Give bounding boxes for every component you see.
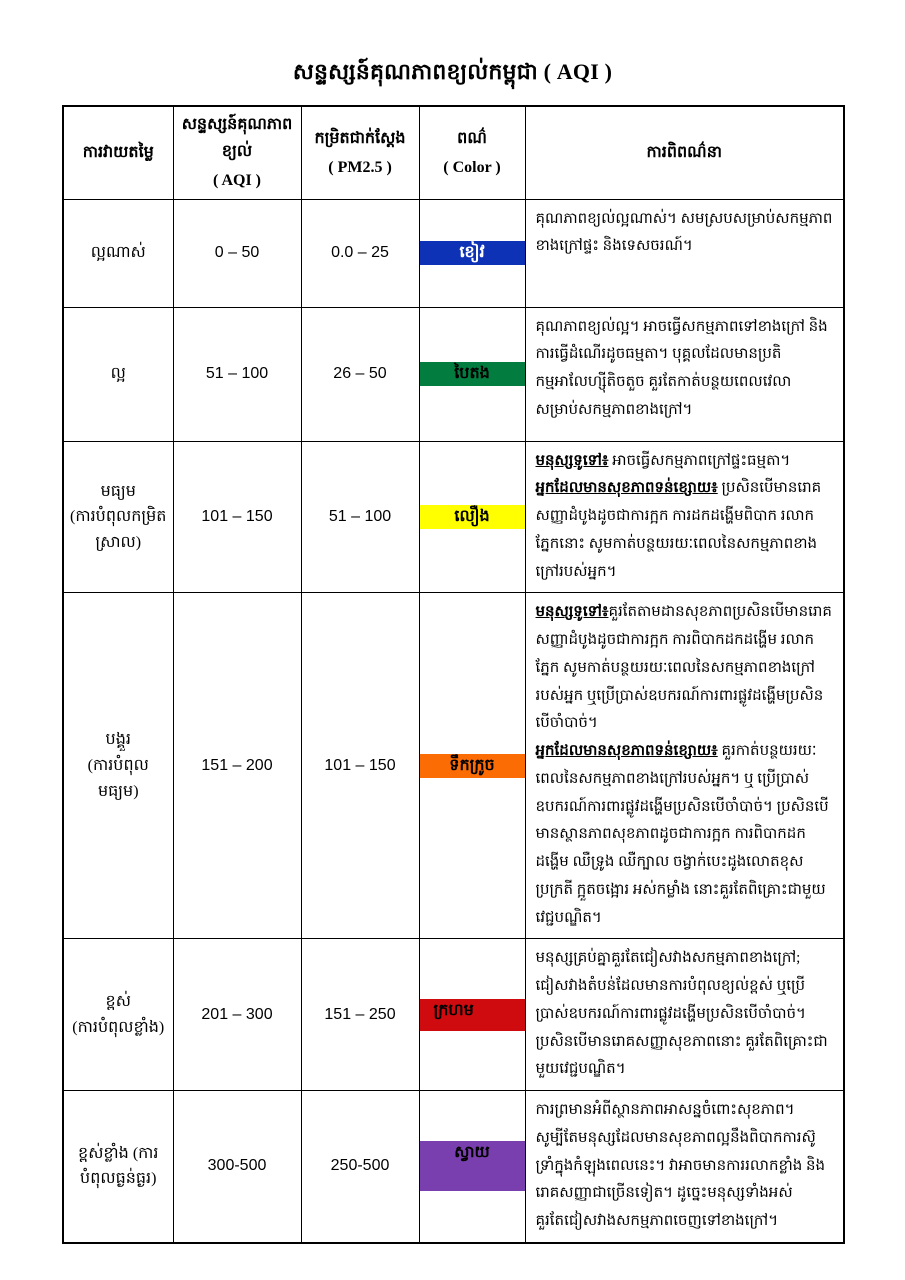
- header-description-label: ការពិពណ៌នា: [646, 144, 722, 162]
- assessment-cell: [63, 199, 173, 307]
- assessment-label: ល្អណាស់: [90, 244, 146, 262]
- page-title: សន្ទស្សន៍គុណភាពខ្យល់កម្ពុជា ( AQI ): [292, 59, 613, 84]
- description-lead: អ្នកដែលមានសុខភាពទន់ខ្សោយ៖: [535, 480, 718, 497]
- description-paragraph: [536, 599, 834, 738]
- color-label: បៃតង: [454, 365, 490, 383]
- color-cell-green: [419, 307, 525, 441]
- header-description: [525, 106, 844, 199]
- color-cell-purple: [419, 1091, 525, 1243]
- header-pm25: [301, 106, 419, 199]
- aqi-range-cell: 201 – 300: [173, 939, 301, 1091]
- table-row-very-high: [63, 1091, 844, 1243]
- description-lead: មនុស្សទូទៅ៖: [535, 452, 609, 469]
- color-label: ទឹកក្រូច: [449, 756, 495, 774]
- color-label: លឿង: [454, 507, 490, 525]
- description-text: ការព្រមានអំពីស្ថានភាពអាសន្នចំពោះសុខភាព។ សូម្បីតែមនុស្សដែលមានសុខភាពល្អនឹងពិបាកការស៊ូទ្រាំក្នុងកំឡុងពេលនេះ។ វាអាចមានការរលាកខ្លាំង និងរោគសញ្ញាជាច្រើនទៀត។ ដូច្នេះមនុស្សទាំងអស់គួរតែជៀសវាងសកម្មភាពចេញទៅខាងក្រៅ។: [535, 1102, 826, 1230]
- description-paragraph: [536, 945, 834, 1084]
- header-pm25-unit: ( PM2.5 ): [328, 158, 392, 176]
- description-text: គួរតែតាមដានសុខភាពប្រសិនបើមានរោគសញ្ញាដំបូងដូចជាការក្អក ការពិបាកដកដង្ហើម រលាកភ្នែក សូមកាត់បន្ថយរយៈពេលនៃសកម្មភាពខាងក្រៅរបស់អ្នក ឬប្រើប្រាស់ឧបករណ៍ការពារផ្លូវដង្ហើមប្រសិន បើចាំបាច់។: [535, 604, 832, 732]
- description-lead: អ្នកដែលមានសុខភាពទន់ខ្សោយ៖: [535, 743, 718, 760]
- aqi-range-cell: 51 – 100: [173, 307, 301, 441]
- assessment-label: បង្គួរ: [105, 731, 131, 749]
- aqi-table: [62, 105, 845, 1244]
- header-aqi-unit: ( AQI ): [213, 172, 261, 190]
- assessment-sublabel: (ការបំពុលខ្លាំង): [72, 1018, 165, 1036]
- table-row-very-good: [63, 199, 844, 307]
- assessment-cell: [63, 939, 173, 1091]
- description-text: គួរកាត់បន្ថយរយៈពេលនៃសកម្មភាពខាងក្រៅរបស់អ្នក។ ឬ ប្រើប្រាស់ឧបករណ៍ការពារផ្លូវដង្ហើមប្រសិនបើចាំបាច់។ ប្រសិនបើមានស្ថានភាពសុខភាពដូចជាការក្អក ការពិបាកដកដង្ហើម ឈឺទ្រូង ឈឺក្បាល ចង្វាក់បេះដូងលោតខុសប្រក្រតី ក្អួតចង្អោរ អស់កម្លាំង នោះគួរតែពិគ្រោះជាមួយវេជ្ជបណ្ឌិត។: [535, 743, 829, 926]
- description-cell: [525, 441, 844, 593]
- description-cell: [525, 199, 844, 307]
- description-paragraph: [536, 475, 834, 586]
- aqi-range-cell: 0 – 50: [173, 199, 301, 307]
- color-swatch: [420, 241, 525, 265]
- description-paragraph: [536, 738, 834, 932]
- color-swatch: [420, 1141, 525, 1191]
- header-color-unit: ( Color ): [443, 158, 501, 176]
- pm25-range-cell: 0.0 – 25: [301, 199, 419, 307]
- header-row: [63, 106, 844, 199]
- description-cell: [525, 1091, 844, 1243]
- description-text: គុណភាពខ្យល់ល្អណាស់។ សមស្របសម្រាប់សកម្មភាពខាងក្រៅផ្ទះ និងទេសចរណ៍។: [535, 210, 833, 255]
- color-swatch: [420, 754, 525, 778]
- color-cell-orange: [419, 593, 525, 939]
- color-label: ក្រហម: [433, 1001, 474, 1019]
- assessment-cell: [63, 441, 173, 593]
- pm25-range-cell: 101 – 150: [301, 593, 419, 939]
- pm25-range-cell: 51 – 100: [301, 441, 419, 593]
- assessment-label: ខ្ពស់: [105, 993, 131, 1011]
- description-cell: [525, 307, 844, 441]
- table-row-good: [63, 307, 844, 441]
- description-paragraph: [536, 206, 834, 262]
- header-color-label: ពណ៌: [457, 129, 487, 147]
- aqi-range-cell: 101 – 150: [173, 441, 301, 593]
- assessment-sublabel: (ការបំពុលមធ្យម): [87, 757, 149, 800]
- color-label: ខៀវ: [459, 244, 485, 262]
- assessment-label: មធ្យម: [100, 482, 136, 500]
- header-assessment-label: ការវាយតម្លៃ: [82, 144, 154, 162]
- description-lead: មនុស្សទូទៅ៖: [535, 604, 609, 621]
- description-cell: [525, 939, 844, 1091]
- description-text: មនុស្សគ្រប់គ្នាគួរតែជៀសវាងសកម្មភាពខាងក្រៅ; ជៀសវាងតំបន់ដែលមានការបំពុលខ្យល់ខ្ពស់ ឬប្រើប្រាស់ឧបករណ៍ការពារផ្លូវដង្ហើមប្រសិនបើចាំបាច់។ ប្រសិនបើមានរោគសញ្ញាសុខភាពនោះ គួរតែពិគ្រោះជាមួយវេជ្ជបណ្ឌិត។: [535, 950, 828, 1078]
- table-row-moderate: [63, 441, 844, 593]
- description-cell: [525, 593, 844, 939]
- description-text: ប្រសិនបើមានរោគសញ្ញាដំបូងដូចជាការក្អក ការដកដង្ហើមពិបាក រលាកភ្នែកនោះ សូមកាត់បន្ថយរយៈពេលនៃសកម្មភាពខាងក្រៅរបស់អ្នក។: [535, 480, 822, 580]
- description-paragraph: [536, 314, 834, 425]
- color-swatch: [420, 362, 525, 386]
- color-swatch: [420, 999, 525, 1031]
- assessment-label: ខ្ពស់ខ្លាំង (ការបំពុលធ្ងន់ធ្ងរ): [78, 1144, 159, 1188]
- header-pm25-label: កម្រិតជាក់ស្តែង: [314, 129, 406, 147]
- header-aqi-label: សន្ទស្សន៍គុណភាពខ្យល់: [181, 116, 293, 161]
- header-aqi: [173, 106, 301, 199]
- pm25-range-cell: 250-500: [301, 1091, 419, 1243]
- description-text: គុណភាពខ្យល់ល្អ។ អាចធ្វើសកម្មភាពទៅខាងក្រៅ និងការធ្វើដំណើរដូចធម្មតា។ បុគ្គលដែលមានប្រតិកម្មអាលែហ្ស៊ីតិចតួច គួរតែកាត់បន្ថយពេលវេលាសម្រាប់សកម្មភាពខាងក្រៅ។: [535, 318, 828, 418]
- color-cell-red: [419, 939, 525, 1091]
- color-cell-yellow: [419, 441, 525, 593]
- table-row-fairly-bad: [63, 593, 844, 939]
- description-text: អាចធ្វើសកម្មភាពក្រៅផ្ទះធម្មតា។: [608, 452, 791, 469]
- assessment-label: ល្អ: [110, 365, 126, 383]
- color-swatch: [420, 505, 525, 529]
- assessment-cell: [63, 307, 173, 441]
- pm25-range-cell: 151 – 250: [301, 939, 419, 1091]
- assessment-sublabel: (ការបំពុលកម្រិតស្រាល): [70, 508, 167, 551]
- color-label: ស្វាយ: [454, 1144, 490, 1162]
- header-assessment: [63, 106, 173, 199]
- assessment-cell: [63, 593, 173, 939]
- pm25-range-cell: 26 – 50: [301, 307, 419, 441]
- aqi-range-cell: 300-500: [173, 1091, 301, 1243]
- table-row-high: [63, 939, 844, 1091]
- color-cell-blue: [419, 199, 525, 307]
- description-paragraph: [536, 448, 834, 476]
- description-paragraph: [536, 1097, 834, 1236]
- assessment-cell: [63, 1091, 173, 1243]
- header-color: [419, 106, 525, 199]
- aqi-range-cell: 151 – 200: [173, 593, 301, 939]
